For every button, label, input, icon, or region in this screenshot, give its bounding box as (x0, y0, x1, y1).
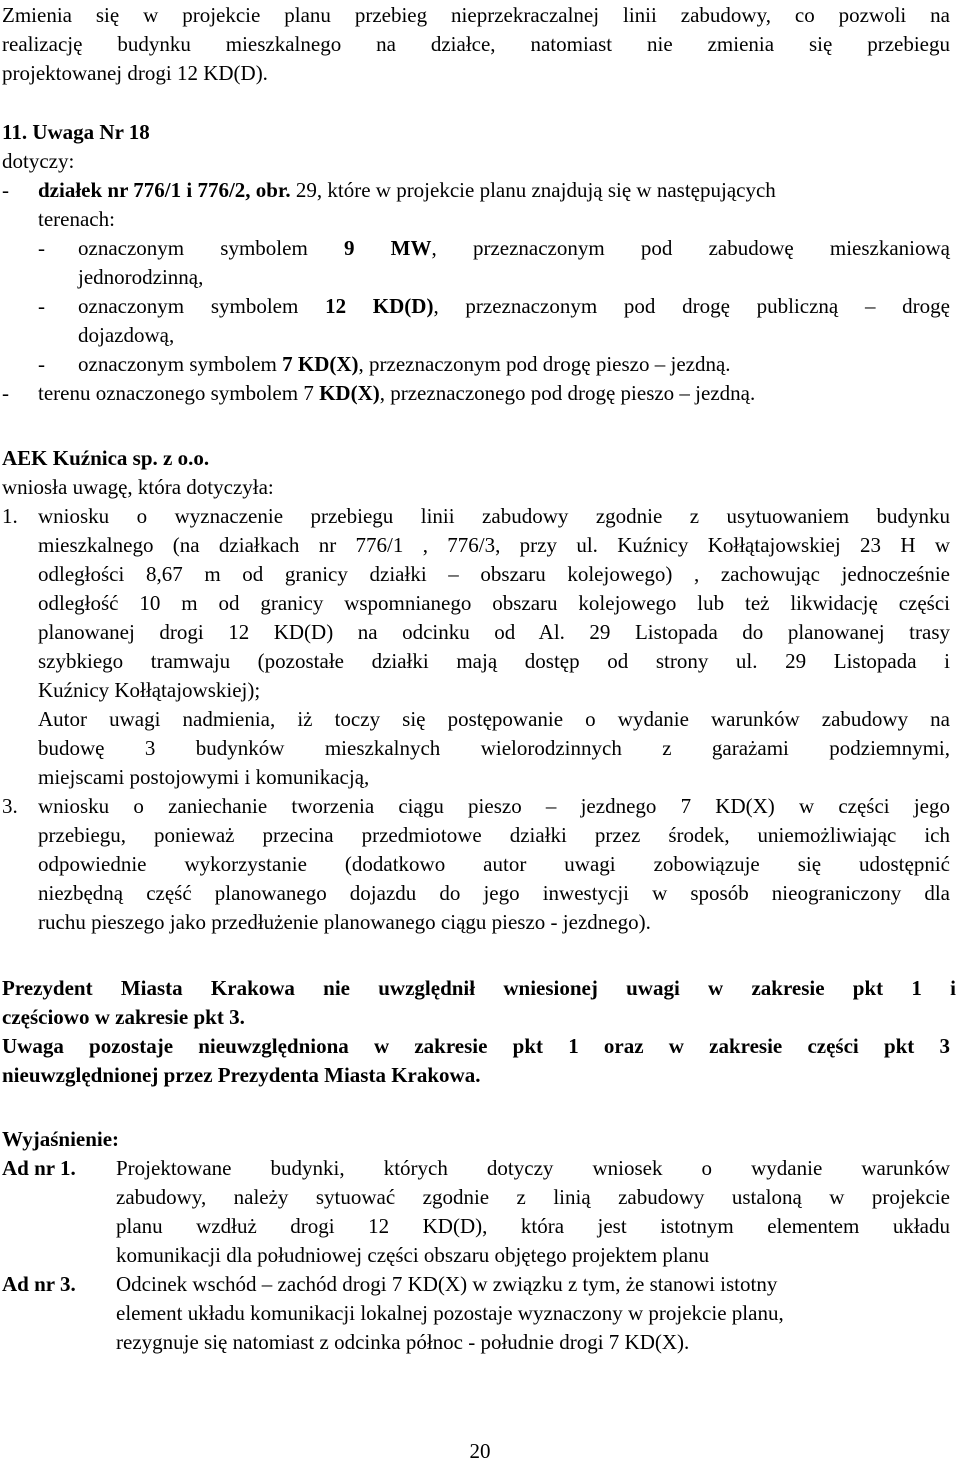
dotyczy-label: dotyczy: (2, 149, 75, 173)
sub-item-1-symbol: 9 MW (344, 236, 432, 260)
terrain-symbol: KD(X) (319, 381, 380, 405)
explanation-heading: Wyjaśnienie: (2, 1127, 120, 1151)
sub-item-1-a: oznaczonym symbolem (78, 236, 308, 260)
list-dash: - (38, 294, 45, 318)
ad-label: Ad nr 1. (2, 1156, 76, 1180)
point-3-line: ruchu pieszego jako przedłużenie planowanego ciągu pieszo - jezdnego). (38, 910, 651, 934)
section-heading: 11. Uwaga Nr 18 (2, 120, 150, 144)
sub-item-2-c: , przeznaczonym pod drogę publiczną – drogę (433, 294, 951, 318)
author-name: AEK Kuźnica sp. z o.o. (2, 446, 210, 470)
point-1-line: Autor uwagi nadmienia, iż toczy się postępowanie o wydanie warunków zabudowy na (38, 707, 950, 731)
sub-item-1-cont: jednorodzinną, (78, 265, 204, 289)
point-1-line: mieszkalnego (na działkach nr 776/1 , 776/3, przy ul. Kuźnicy Kołłątajowskiej 23 H w (38, 533, 950, 557)
sub-item-2 (78, 292, 950, 321)
decision-line: nieuwzględnionej przez Prezydenta Miasta Krakowa. (2, 1063, 481, 1087)
point-3-line: wniosku o zaniechanie tworzenia ciągu pieszo – jezdnego 7 KD(X) w części jego (38, 794, 950, 818)
decision-line: Prezydent Miasta Krakowa nie uwzględnił wniesionej uwagi w zakresie pkt 1 i (2, 976, 956, 1000)
list-dash: - (2, 381, 9, 405)
ad-1-line: planu wzdłuż drogi 12 KD(D), która jest istotnym elementem układu (116, 1214, 950, 1238)
sub-item-2-cont: dojazdową, (78, 323, 175, 347)
terrain-a: terenu oznaczonego symbolem 7 (38, 381, 314, 405)
sub-item-1-c: , przeznaczonym pod zabudowę mieszkaniową (431, 236, 951, 260)
point-3-line: odpowiednie wykorzystanie (dodatkowo autor uwagi zobowiązuje się udostępnić (38, 852, 950, 876)
point-1-line: miejscami postojowymi i komunikacją, (38, 765, 370, 789)
page-number: 20 (469, 1439, 491, 1463)
point-1-line: Kuźnicy Kołłątajowskiej); (38, 678, 261, 702)
ad-label: Ad nr 3. (2, 1272, 76, 1296)
parcels-rest: 29, które w projekcie planu znajdują się w następujących (295, 178, 776, 202)
sub-item-3-c: , przeznaczonym pod drogę pieszo – jezdną. (358, 352, 731, 376)
ad-1-line: komunikacji dla południowej części obszaru objętego projektem planu (116, 1243, 710, 1267)
point-1-line: szybkiego tramwaju (pozostałe działki mają dostęp od strony ul. 29 Listopada i (38, 649, 950, 673)
parcels-bold: działek nr 776/1 i 776/2, obr. (38, 178, 291, 202)
ad-3-line: rezygnuje się natomiast z odcinka północ - południe drogi 7 KD(X). (116, 1330, 690, 1354)
decision-line: częściowo w zakresie pkt 3. (2, 1005, 245, 1029)
list-dash: - (2, 178, 9, 202)
point-1-line: odległości 8,67 m od granicy działki – obszaru kolejowego) , zachowując jednocześnie (38, 562, 950, 586)
parcels-line (38, 176, 776, 205)
sub-item-3-a: oznaczonym symbolem (78, 352, 277, 376)
sub-item-3 (78, 350, 731, 379)
point-3-line: niezbędną część planowanego dojazdu do jego inwestycji w sposób nieograniczony dla (38, 881, 950, 905)
intro-line-3: projektowanej drogi 12 KD(D). (2, 61, 268, 85)
terrain-c: , przeznaczonego pod drogę pieszo – jezdną. (379, 381, 756, 405)
decision-line: Uwaga pozostaje nieuwzględniona w zakresie pkt 1 oraz w zakresie części pkt 3 (2, 1034, 950, 1058)
ad-3-line: Odcinek wschód – zachód drogi 7 KD(X) w związku z tym, że stanowi istotny (116, 1272, 778, 1296)
point-number: 3. (2, 794, 18, 818)
sub-item-2-symbol: 12 KD(D) (325, 294, 434, 318)
list-dash: - (38, 352, 45, 376)
sub-item-1 (78, 234, 950, 263)
point-1-line: wniosku o wyznaczenie przebiegu linii zabudowy zgodnie z usytuowaniem budynku (38, 504, 950, 528)
point-1-line: budowę 3 budynków mieszkalnych wielorodzinnych z garażami podziemnymi, (38, 736, 950, 760)
ad-1-line: zabudowy, należy sytuować zgodnie z linią zabudowy ustaloną w projekcie (116, 1185, 950, 1209)
point-1-line: odległość 10 m od granicy wspomnianego obszaru kolejowego lub też likwidację części (38, 591, 950, 615)
point-1-line: planowanej drogi 12 KD(D) na odcinku od Al. 29 Listopada do planowanej trasy (38, 620, 950, 644)
intro-line-1: Zmienia się w projekcie planu przebieg nieprzekraczalnej linii zabudowy, co pozwoli na (2, 3, 950, 27)
parcels-cont: terenach: (38, 207, 115, 231)
terrain-line (38, 379, 755, 408)
sub-item-3-symbol: 7 KD(X) (282, 352, 359, 376)
list-dash: - (38, 236, 45, 260)
point-number: 1. (2, 504, 18, 528)
ad-1-line: Projektowane budynki, których dotyczy wniosek o wydanie warunków (116, 1156, 950, 1180)
intro-line-2: realizację budynku mieszkalnego na działce, natomiast nie zmienia się przebiegu (2, 32, 950, 56)
author-intro: wniosła uwagę, która dotyczyła: (2, 475, 274, 499)
ad-3-line: element układu komunikacji lokalnej pozostaje wyznaczony w projekcie planu, (116, 1301, 784, 1325)
point-3-line: przebiegu, ponieważ przecina przedmiotowe działki przez środek, uniemożliwiając ich (38, 823, 950, 847)
sub-item-2-a: oznaczonym symbolem (78, 294, 299, 318)
